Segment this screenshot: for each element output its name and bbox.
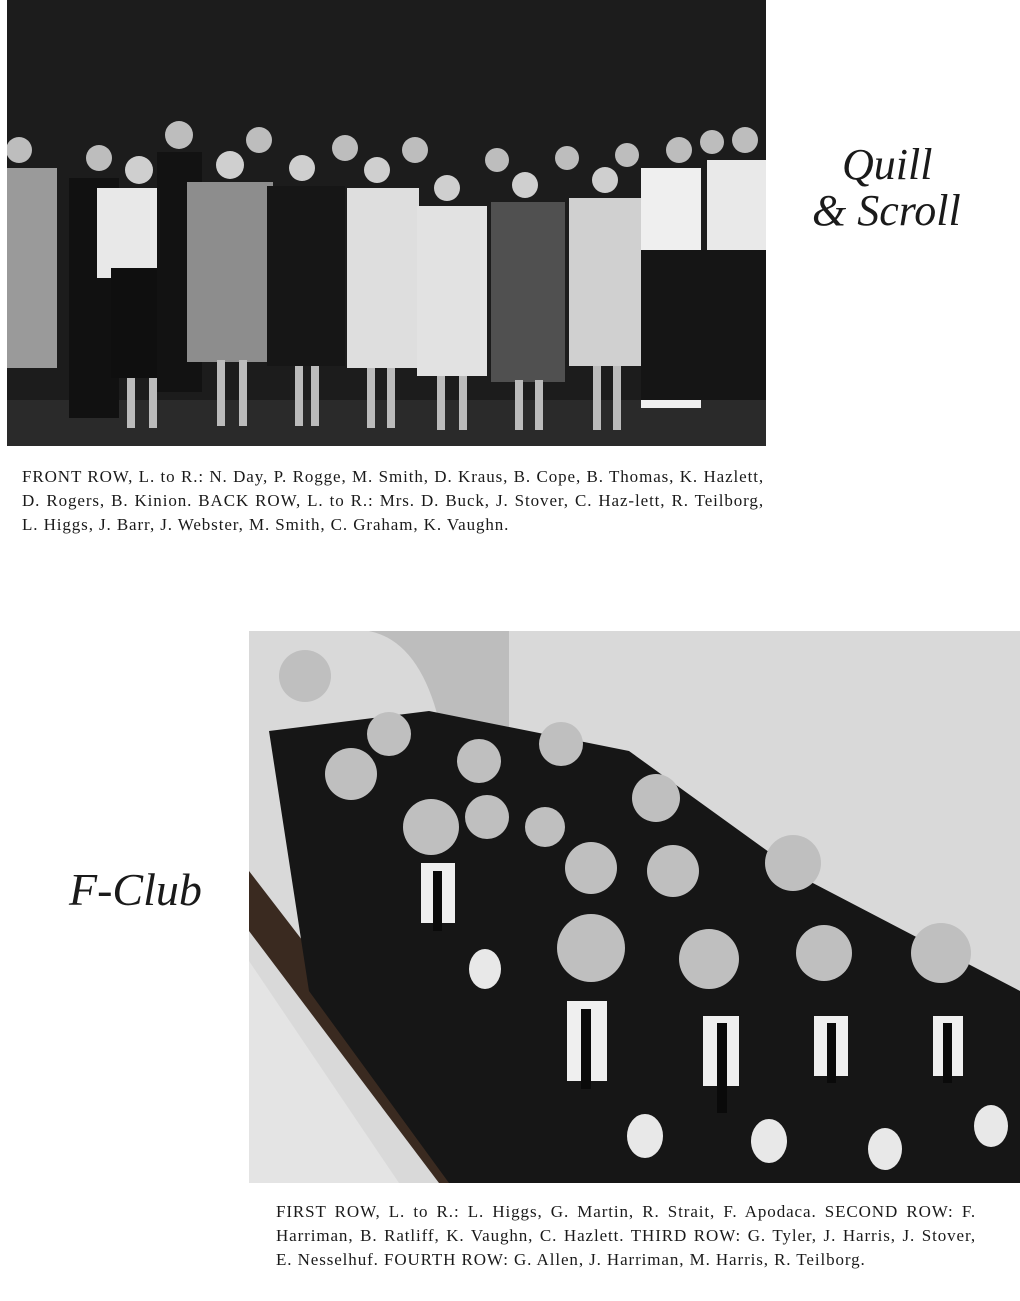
f-club-photo-art [249,631,1020,1183]
quill-scroll-title-line1: Quill [842,140,933,189]
f-club-caption: FIRST ROW, L. to R.: L. Higgs, G. Martin, R. Strait, F. Apodaca. SECOND ROW: F. Harriman, B. Ratliff, K. Vaughn, C. Hazlett. THIRD ROW: G. Tyler, J. Harris, J. Stover, E. Nesselhuf. FOURTH ROW: G. Allen, J. Harriman, M. Harris, R. Teilborg. [276,1202,976,1269]
quill-scroll-caption: FRONT ROW, L. to R.: N. Day, P. Rogge, M. Smith, D. Kraus, B. Cope, B. Thomas, K. Hazlett, D. Rogers, B. Kinion. BACK ROW, L. to R.: Mrs. D. Buck, J. Stover, C. Haz-lett, R. Teilborg, L. Higgs, J. Barr, J. Webster, M. Smith, C. Graham, K. Vaughn. [22,467,764,534]
quill-scroll-photo-art [7,0,766,446]
quill-scroll-title [812,142,992,234]
f-club-title: F-Club [69,864,202,915]
f-club-group-photo [249,631,1020,1183]
quill-scroll-title-line2: & Scroll [812,186,961,236]
quill-scroll-group-photo [7,0,766,446]
